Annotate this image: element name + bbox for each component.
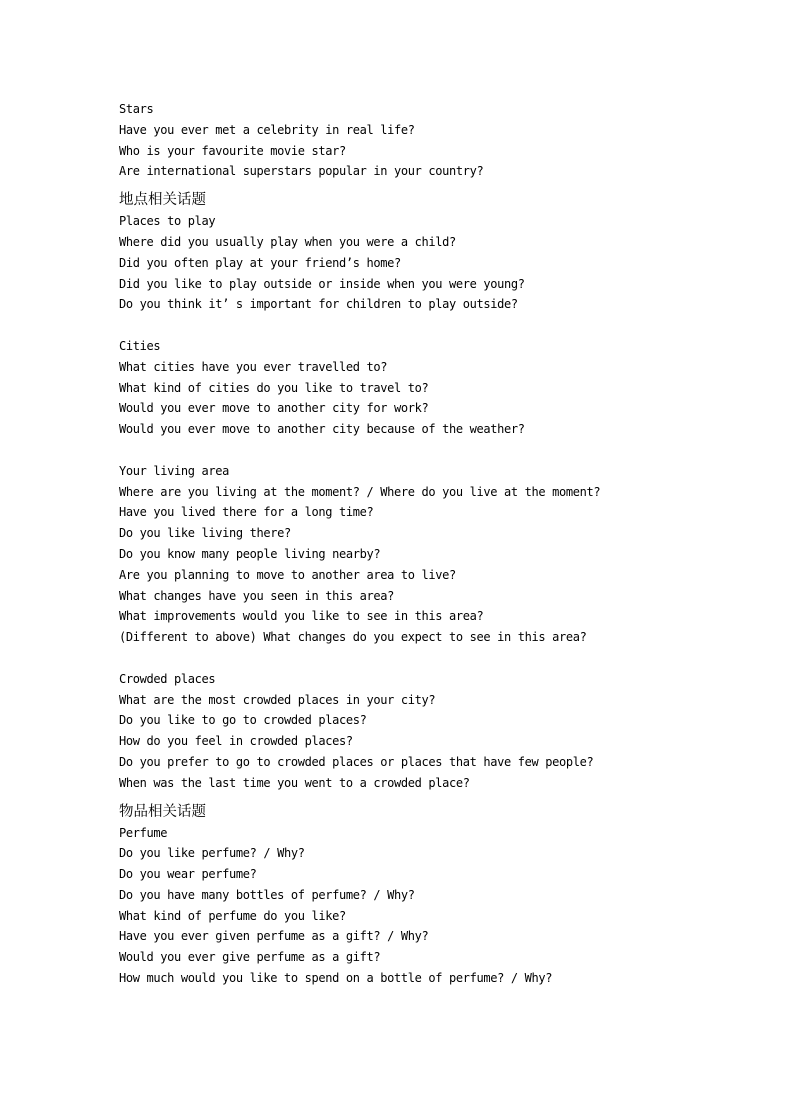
topic-title-cities: Cities (119, 338, 161, 353)
question-line: Do you like to go to crowded places? (119, 713, 367, 728)
question-line: Do you have many bottles of perfume? / Why? (119, 887, 415, 902)
question-line: Would you ever move to another city because of the weather? (119, 422, 525, 437)
topic-title-living-area: Your living area (119, 463, 229, 478)
question-line: What cities have you ever travelled to? (119, 359, 388, 374)
topic-title-places-to-play: Places to play (119, 214, 216, 229)
category-heading-objects: 物品相关话题 (119, 803, 206, 820)
question-line: Are international superstars popular in your country? (119, 164, 484, 179)
category-heading-places: 地点相关话题 (119, 192, 206, 209)
question-line: Have you lived there for a long time? (119, 505, 374, 520)
topic-title-perfume: Perfume (119, 825, 168, 840)
question-line: Do you like living there? (119, 526, 291, 541)
question-line: What changes have you seen in this area? (119, 588, 394, 603)
question-line: What improvements would you like to see in this area? (119, 609, 484, 624)
question-line: What kind of perfume do you like? (119, 908, 346, 923)
question-line: Do you prefer to go to crowded places or places that have few people? (119, 754, 594, 769)
question-line: Have you ever met a celebrity in real life? (119, 122, 415, 137)
question-line: Where are you living at the moment? / Where do you live at the moment? (119, 484, 601, 499)
question-line: What kind of cities do you like to travel to? (119, 380, 429, 395)
question-line: Did you like to play outside or inside when you were young? (119, 276, 525, 291)
question-line: Have you ever given perfume as a gift? / Why? (119, 929, 429, 944)
question-line: (Different to above) What changes do you expect to see in this area? (119, 630, 587, 645)
question-line: Would you ever give perfume as a gift? (119, 950, 381, 965)
question-line: Where did you usually play when you were a child? (119, 234, 456, 249)
question-line: Are you planning to move to another area to live? (119, 567, 456, 582)
question-line: How much would you like to spend on a bottle of perfume? / Why? (119, 971, 553, 986)
topic-title-stars: Stars (119, 102, 154, 116)
question-line: Do you think it’ s important for children to play outside? (119, 297, 518, 312)
question-line: Do you like perfume? / Why? (119, 846, 305, 861)
question-line: Did you often play at your friend’s home? (119, 255, 401, 270)
question-line: When was the last time you went to a crowded place? (119, 775, 470, 790)
topic-title-crowded-places: Crowded places (119, 671, 216, 686)
question-line: Do you wear perfume? (119, 867, 257, 882)
document-content (119, 99, 759, 989)
question-line: Do you know many people living nearby? (119, 546, 381, 561)
question-line: What are the most crowded places in your city? (119, 692, 436, 707)
question-line: Would you ever move to another city for work? (119, 401, 429, 416)
question-line: Who is your favourite movie star? (119, 143, 346, 158)
question-line: How do you feel in crowded places? (119, 734, 353, 749)
